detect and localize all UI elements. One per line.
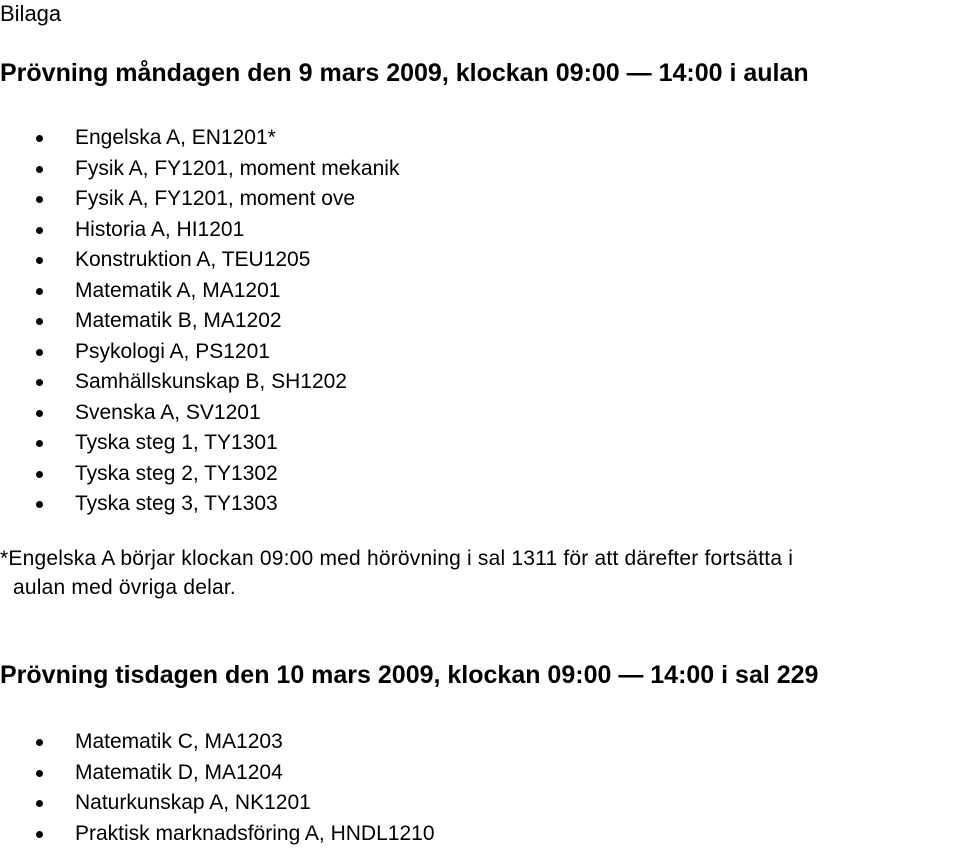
course-item: Matematik C, MA1203: [75, 727, 283, 758]
bullet-icon: [36, 166, 43, 173]
course-item: Praktisk marknadsföring A, HNDL1210: [75, 819, 435, 849]
bullet-icon: [36, 410, 43, 417]
course-item: Historia A, HI1201: [75, 215, 244, 246]
course-item: Tyska steg 3, TY1303: [75, 489, 278, 520]
course-item: Matematik D, MA1204: [75, 758, 283, 789]
bullet-icon: [36, 831, 43, 838]
bullet-icon: [36, 379, 43, 386]
footnote-line-2: aulan med övriga delar.: [0, 573, 960, 602]
bullet-icon: [36, 349, 43, 356]
section1-heading: Prövning måndagen den 9 mars 2009, klockan 09:00 — 14:00 i aulan: [0, 58, 809, 88]
section2-heading: Prövning tisdagen den 10 mars 2009, klockan 09:00 — 14:00 i sal 229: [0, 660, 818, 690]
bullet-icon: [36, 196, 43, 203]
course-item: Tyska steg 2, TY1302: [75, 459, 278, 490]
bullet-icon: [36, 800, 43, 807]
course-item: Matematik A, MA1201: [75, 276, 280, 307]
bullet-icon: [36, 135, 43, 142]
bullet-icon: [36, 770, 43, 777]
bullet-icon: [36, 440, 43, 447]
bullet-icon: [36, 257, 43, 264]
course-item: Konstruktion A, TEU1205: [75, 245, 310, 276]
bullet-icon: [36, 227, 43, 234]
course-item: Tyska steg 1, TY1301: [75, 428, 278, 459]
footnote: [0, 544, 960, 602]
course-item: Fysik A, FY1201, moment mekanik: [75, 154, 399, 185]
bullet-icon: [36, 501, 43, 508]
course-item: Psykologi A, PS1201: [75, 337, 270, 368]
course-item: Matematik B, MA1202: [75, 306, 282, 337]
course-item: Naturkunskap A, NK1201: [75, 788, 311, 819]
footnote-line-1: *Engelska A börjar klockan 09:00 med hörövning i sal 1311 för att därefter fortsätta i: [0, 544, 960, 573]
course-item: Svenska A, SV1201: [75, 398, 261, 429]
bullet-icon: [36, 471, 43, 478]
course-item: Engelska A, EN1201*: [75, 123, 276, 154]
bullet-icon: [36, 288, 43, 295]
course-item: Samhällskunskap B, SH1202: [75, 367, 347, 398]
course-item: Fysik A, FY1201, moment ove: [75, 184, 355, 215]
bullet-icon: [36, 739, 43, 746]
bullet-icon: [36, 318, 43, 325]
attachment-label: Bilaga: [0, 1, 61, 27]
